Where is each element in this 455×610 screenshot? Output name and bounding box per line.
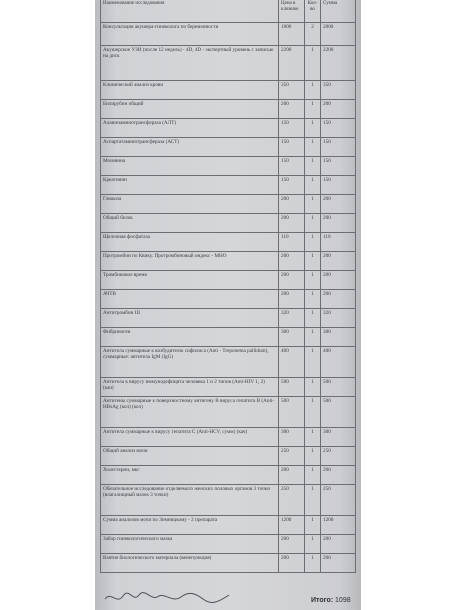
- table-row: [101, 447, 355, 466]
- row-qty: 1: [305, 157, 321, 175]
- row-name: Протромбин по Квику. Протромбиновый индекс - МНО: [101, 252, 279, 270]
- row-qty: 1: [305, 485, 321, 515]
- table-row: [101, 554, 355, 573]
- row-qty: 1: [305, 535, 321, 553]
- row-price: 300: [279, 428, 305, 446]
- row-name: Мочевина: [101, 157, 279, 175]
- row-name: Консультация акушера-гинеколога по беременности: [101, 23, 279, 45]
- row-name: Глюкоза: [101, 195, 279, 213]
- row-name: АЧТВ: [101, 290, 279, 308]
- row-name: Антитела к вирусу иммунодефицита человека 1 и 2 типов (Anti-HIV 1, 2) (кач): [101, 378, 279, 396]
- row-price: 200: [279, 466, 305, 484]
- row-qty: 1: [305, 447, 321, 465]
- row-name: Фибриноген: [101, 328, 279, 346]
- row-price: 2200: [279, 46, 305, 80]
- header-price: Цена в клинике: [279, 0, 305, 22]
- row-sum: 500: [323, 379, 331, 385]
- table-row: [101, 378, 355, 397]
- row-sum: 200: [323, 555, 331, 561]
- table-row: [101, 214, 355, 233]
- row-qty: 1: [305, 309, 321, 327]
- row-price: 500: [279, 378, 305, 396]
- table-row: [101, 485, 355, 516]
- row-qty: 1: [305, 81, 321, 99]
- row-price: 400: [279, 347, 305, 377]
- table-row: [101, 233, 355, 252]
- table-row: [101, 535, 355, 554]
- row-sum: 2200: [323, 47, 334, 53]
- table-row: [101, 100, 355, 119]
- handwritten-signature: [103, 587, 233, 607]
- table-row: [101, 516, 355, 535]
- table-row: [101, 271, 355, 290]
- row-sum: 150: [323, 139, 331, 145]
- row-price: 300: [279, 328, 305, 346]
- row-price: 150: [279, 138, 305, 156]
- row-price: 320: [279, 309, 305, 327]
- table-header: [101, 0, 355, 23]
- row-sum: 350: [323, 82, 331, 88]
- row-sum: 250: [323, 448, 331, 454]
- row-name: Аланинаминотрансфераза (АЛТ): [101, 119, 279, 137]
- row-sum: 300: [323, 329, 331, 335]
- header-name: Наименование исследования: [101, 0, 279, 22]
- row-price: 200: [279, 290, 305, 308]
- row-sum: 150: [323, 177, 331, 183]
- row-name: Антигены суммарные к поверхностному антигену В вируса гепатита В (Anti-HBsAg (кол) (кол): [101, 397, 279, 427]
- row-qty: 1: [305, 119, 321, 137]
- header-sum: Сумма: [323, 1, 338, 6]
- table-row: [101, 347, 355, 378]
- row-qty: 1: [305, 195, 321, 213]
- row-qty: 1: [305, 271, 321, 289]
- receipt-paper: [95, 0, 361, 610]
- row-name: Аспартатаминотрансфераза (АСТ): [101, 138, 279, 156]
- row-price: 200: [279, 271, 305, 289]
- row-sum: 400: [323, 348, 331, 354]
- row-sum: 200: [323, 196, 331, 202]
- total-line: [311, 597, 351, 604]
- row-price: 350: [279, 81, 305, 99]
- header-qty: Кол-во: [305, 0, 321, 22]
- table-row: [101, 81, 355, 100]
- table-row: [101, 290, 355, 309]
- row-price: 200: [279, 195, 305, 213]
- row-price: 200: [279, 214, 305, 232]
- row-sum: 200: [323, 272, 331, 278]
- row-price: 200: [279, 252, 305, 270]
- row-price: 250: [279, 485, 305, 515]
- row-name: Забор гинекологического мазка: [101, 535, 279, 553]
- row-price: 150: [279, 119, 305, 137]
- row-price: 250: [279, 447, 305, 465]
- row-name: Обязательное исследование отделяемого женских половых органов 3 точки (влагалищный мазок 3 точки): [101, 485, 279, 515]
- row-name: Щелочная фосфатаза: [101, 233, 279, 251]
- row-sum: 200: [323, 467, 331, 473]
- row-sum: 1200: [323, 517, 334, 523]
- table-row: [101, 397, 355, 428]
- table-row: [101, 176, 355, 195]
- row-sum: 200: [323, 536, 331, 542]
- row-sum: 200: [323, 253, 331, 259]
- row-price: 1000: [279, 23, 305, 45]
- row-name: Общий белок: [101, 214, 279, 232]
- row-name: Антитела суммарные к возбудителю сифилиса (Anti - Treponema pallidum), суммарные: антитела IgM (IgG): [101, 347, 279, 377]
- row-name: Сумма анализов мочи по Зимницкому - 2 препарата: [101, 516, 279, 534]
- table-row: [101, 138, 355, 157]
- row-price: 150: [279, 157, 305, 175]
- row-qty: 1: [305, 397, 321, 427]
- row-sum: 110: [323, 234, 331, 240]
- row-sum: 200: [323, 101, 331, 107]
- row-name: Холестерин, мкг: [101, 466, 279, 484]
- row-qty: 1: [305, 233, 321, 251]
- row-qty: 1: [305, 428, 321, 446]
- row-qty: 1: [305, 378, 321, 396]
- row-price: 200: [279, 100, 305, 118]
- row-name: Антитела суммарные к вирусу гепатита С (Anti-HCV, сумм) (кач): [101, 428, 279, 446]
- row-name: Взятие биологического материала (венепункция): [101, 554, 279, 572]
- row-name: Антитромбин III: [101, 309, 279, 327]
- row-qty: 1: [305, 290, 321, 308]
- row-qty: 1: [305, 554, 321, 572]
- row-qty: 1: [305, 347, 321, 377]
- row-name: Клинический анализ крови: [101, 81, 279, 99]
- total-value: 1098: [335, 597, 351, 604]
- table-row: [101, 46, 355, 81]
- row-price: 110: [279, 233, 305, 251]
- total-label: Итого:: [311, 597, 334, 604]
- row-name: Креатинин: [101, 176, 279, 194]
- row-qty: 2: [305, 23, 321, 45]
- row-name: Тромбиновое время: [101, 271, 279, 289]
- row-sum: 320: [323, 310, 331, 316]
- row-qty: 1: [305, 176, 321, 194]
- row-qty: 1: [305, 252, 321, 270]
- table-row: [101, 309, 355, 328]
- row-price: 500: [279, 397, 305, 427]
- row-name: Общий анализ мочи: [101, 447, 279, 465]
- table-row: [101, 119, 355, 138]
- table-row: [101, 252, 355, 271]
- row-qty: 1: [305, 214, 321, 232]
- row-qty: 1: [305, 328, 321, 346]
- services-table: [100, 0, 356, 573]
- row-sum: 250: [323, 486, 331, 492]
- row-sum: 200: [323, 291, 331, 297]
- table-row: [101, 328, 355, 347]
- row-sum: 500: [323, 398, 331, 404]
- table-row: [101, 157, 355, 176]
- row-price: 200: [279, 535, 305, 553]
- row-name: Билирубин общий: [101, 100, 279, 118]
- row-price: 200: [279, 554, 305, 572]
- row-sum: 150: [323, 158, 331, 164]
- row-name: Акушерское УЗИ (после 12 недель) - 4D, 4D - экспертный уровень с записью на диск: [101, 46, 279, 80]
- row-sum: 150: [323, 120, 331, 126]
- row-qty: 1: [305, 138, 321, 156]
- row-qty: 1: [305, 466, 321, 484]
- table-row: [101, 23, 355, 46]
- row-price: 1200: [279, 516, 305, 534]
- row-qty: 1: [305, 516, 321, 534]
- table-row: [101, 428, 355, 447]
- row-sum: 300: [323, 429, 331, 435]
- row-qty: 1: [305, 46, 321, 80]
- table-row: [101, 195, 355, 214]
- row-sum: 200: [323, 215, 331, 221]
- row-qty: 1: [305, 100, 321, 118]
- row-sum: 2000: [323, 24, 334, 30]
- row-price: 150: [279, 176, 305, 194]
- table-row: [101, 466, 355, 485]
